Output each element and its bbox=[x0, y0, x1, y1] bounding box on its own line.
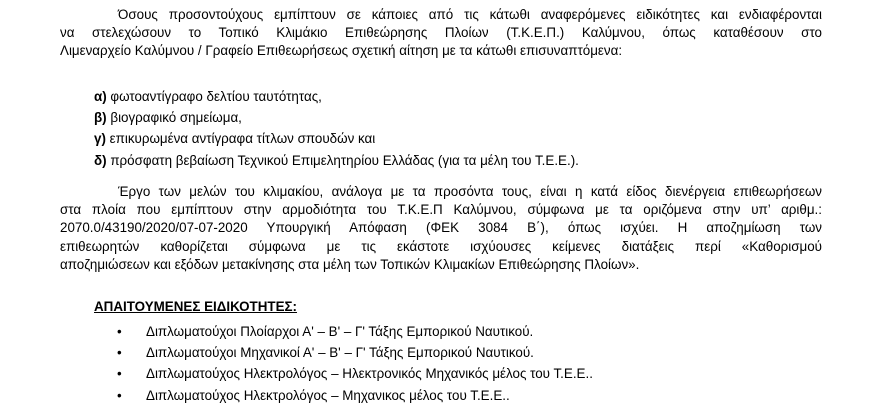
specialty-item bbox=[117, 342, 593, 363]
bullet-icon: • bbox=[117, 324, 122, 339]
specialty-item bbox=[117, 385, 593, 406]
specialty-item bbox=[117, 363, 593, 384]
intro-line-1: Όσους προσοντούχους εμπίπτουν σε κάποιες από τις κάτωθι αναφερόμενες ειδικότητες και ενδιαφέρονται bbox=[118, 7, 822, 22]
attachments-list bbox=[94, 86, 579, 171]
intro-line-3: Λιμεναρχείο Καλύμνου / Γραφείο Επιθεωρήσεως σχετική αίτηση με τα κάτωθι επισυναπτόμενα: bbox=[60, 43, 623, 59]
duties-line-2: στα πλοία που εμπίπτουν στην αρμοδιότητα του Τ.Κ.Ε.Π Καλύμνου, σύμφωνα με τα οριζόμενα στην υπ’ αριθμ.: bbox=[60, 202, 822, 218]
specialty-item bbox=[117, 321, 593, 342]
attachment-text: επικυρωμένα αντίγραφα τίτλων σπουδών και bbox=[105, 131, 376, 147]
duties-line-3: 2070.0/43190/2020/07-07-2020 Υπουργική Απόφαση (ΦΕΚ 3084 Β΄), όπως ισχύει. Η αποζημίωση των bbox=[60, 220, 822, 236]
specialty-text: Διπλωματούχοι Πλοίαρχοι Α' – Β' – Γ' Τάξης Εμπορικού Ναυτικού. bbox=[146, 324, 534, 339]
duties-paragraph bbox=[60, 183, 822, 274]
attachment-item bbox=[94, 128, 579, 149]
attachment-item bbox=[94, 107, 579, 128]
bullet-icon: • bbox=[117, 387, 122, 403]
intro-paragraph bbox=[60, 6, 822, 61]
attachment-text: πρόσφατη βεβαίωση Τεχνικού Επιμελητηρίου Ελλάδας (για τα μέλη του Τ.Ε.Ε.). bbox=[106, 152, 579, 168]
duties-line-1: Έργο των μελών του κλιμακίου, ανάλογα με τα προσόντα τους, είναι η κατά είδος διενέργεια επιθεωρήσεων bbox=[118, 184, 822, 199]
attachment-letter: β) bbox=[94, 110, 107, 126]
duties-line-5: αποζημιώσεων και εξόδων μετακίνησης στα μέλη των Τοπικών Κλιμακίων Επιθεώρησης Πλοίων». bbox=[60, 256, 640, 272]
attachment-letter: δ) bbox=[94, 152, 107, 168]
specialty-text: Διπλωματούχοι Μηχανικοί Α' – Β' – Γ' Τάξης Εμπορικού Ναυτικού. bbox=[146, 345, 534, 361]
specialty-text: Διπλωματούχος Ηλεκτρολόγος – Μηχανικος μέλος του Τ.Ε.Ε.. bbox=[146, 387, 510, 403]
bullet-icon: • bbox=[117, 345, 122, 361]
specialties-list bbox=[117, 321, 593, 406]
intro-line-2: να στελεχώσουν το Τοπικό Κλιμάκιο Επιθεώρησης Πλοίων (Τ.Κ.Ε.Π.) Καλύμνου, όπως καταθέσουν στο bbox=[60, 25, 822, 41]
bullet-icon: • bbox=[117, 366, 122, 382]
specialty-text: Διπλωματούχος Ηλεκτρολόγος – Ηλεκτρονικός Μηχανικός μέλος του Τ.Ε.Ε.. bbox=[146, 366, 593, 382]
attachment-text: βιογραφικό σημείωμα, bbox=[106, 110, 242, 126]
attachment-item bbox=[94, 86, 579, 107]
attachment-letter: γ) bbox=[94, 131, 106, 147]
duties-line-4: επιθεωρητών καθορίζεται σύμφωνα με τις εκάστοτε ισχύουσες κείμενες διατάξεις περί «Καθορισμού bbox=[60, 238, 822, 254]
specialties-heading: ΑΠΑΙΤΟΥΜΕΝΕΣ ΕΙΔΙΚΟΤΗΤΕΣ: bbox=[94, 299, 298, 314]
attachment-text: φωτοαντίγραφο δελτίου ταυτότητας, bbox=[106, 89, 322, 104]
attachment-item bbox=[94, 150, 579, 171]
attachment-letter: α) bbox=[94, 89, 107, 104]
